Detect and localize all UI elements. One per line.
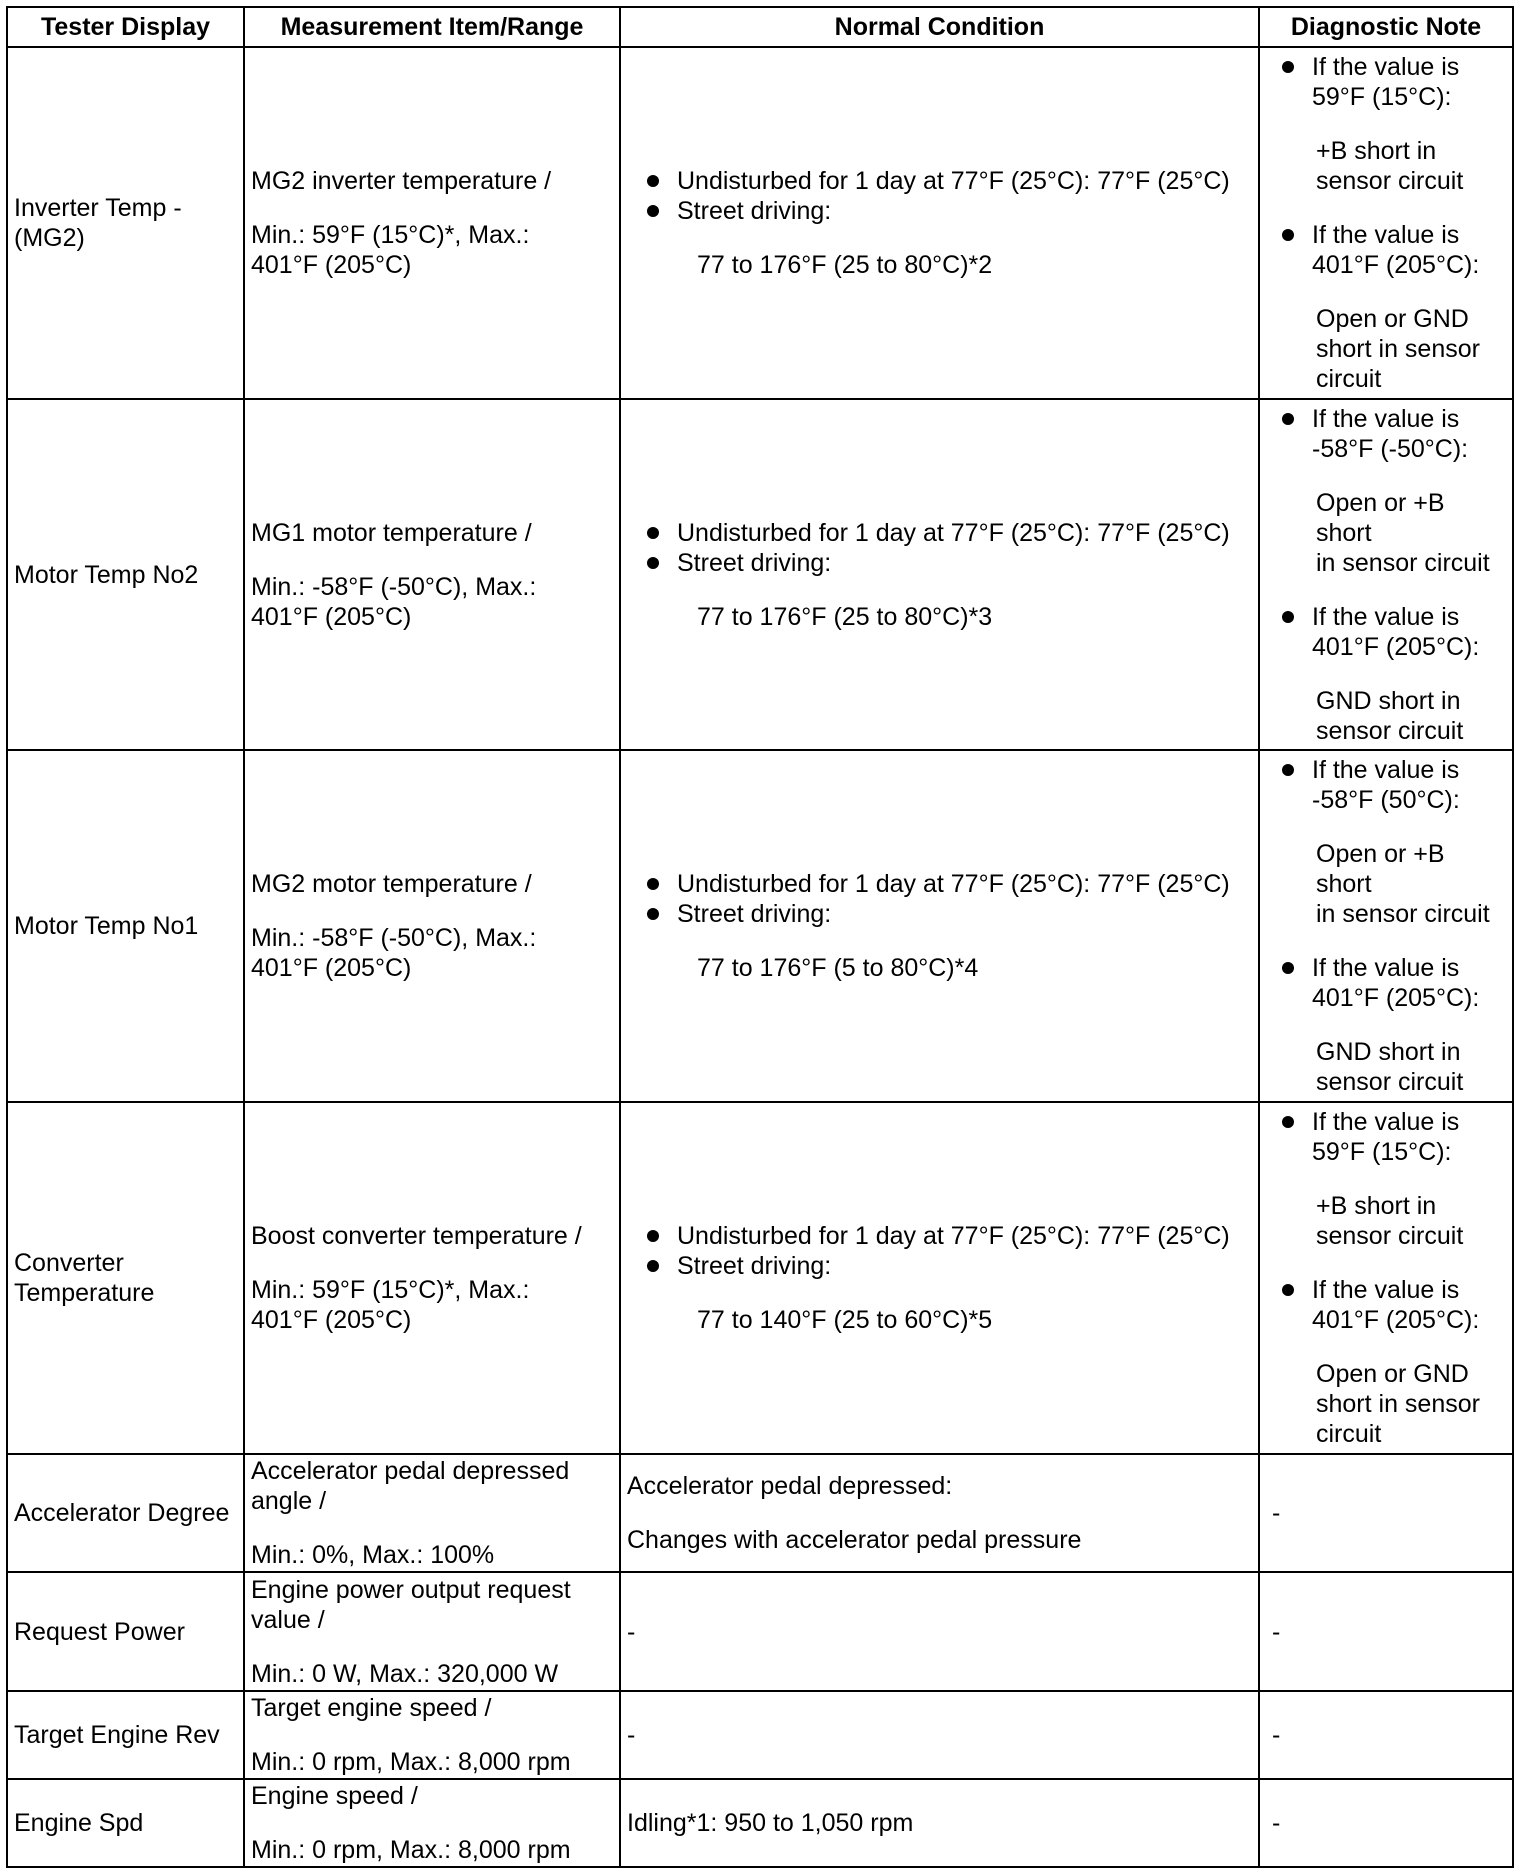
- condition-list: [627, 518, 1252, 632]
- diagnostic-condition-text: If the value is: [1312, 404, 1460, 433]
- condition-text: Street driving:: [677, 548, 832, 577]
- diagnostic-item: [1282, 755, 1504, 815]
- bullet-icon: [1282, 764, 1294, 776]
- diagnostic-result-text: GND short in: [1316, 1038, 1461, 1067]
- paragraph-gap: [627, 1501, 1252, 1525]
- cell-normal-condition: [620, 1691, 1259, 1779]
- condition-item: [647, 899, 1252, 929]
- condition-item: [647, 548, 1252, 578]
- diagnostic-result: [1282, 1037, 1504, 1097]
- table-row: [7, 399, 1513, 751]
- bullet-icon: [647, 878, 659, 890]
- paragraph-gap: [1282, 578, 1504, 602]
- cell-measurement-item: [244, 1102, 620, 1454]
- table-row: [7, 1572, 1513, 1691]
- diagnostic-text: -: [1272, 1721, 1281, 1750]
- diagnostic-text: -: [1272, 1499, 1281, 1528]
- diagnostic-item: [1282, 404, 1504, 464]
- diagnostic-result: [1282, 488, 1504, 578]
- diagnostic-result-text: sensor circuit: [1316, 1068, 1464, 1097]
- diagnostic-list: [1266, 1107, 1506, 1449]
- paragraph-gap: [1282, 464, 1504, 488]
- header-row: [7, 7, 1513, 47]
- header-tester-display: Tester Display: [7, 7, 244, 47]
- diagnostic-condition-text: 401°F (205°C):: [1312, 632, 1480, 661]
- bullet-icon: [1282, 1284, 1294, 1296]
- paragraph-gap: [647, 1281, 1252, 1305]
- diagnostic-condition-text: If the value is: [1312, 1108, 1460, 1137]
- measurement-text: 401°F (205°C): [251, 250, 412, 279]
- diagnostic-condition-text: 401°F (205°C):: [1312, 984, 1480, 1013]
- diagnostic-item: [1282, 220, 1504, 280]
- diagnostic-condition-text: -58°F (-50°C):: [1312, 434, 1469, 463]
- paragraph-gap: [1282, 815, 1504, 839]
- diagnostic-condition: [1312, 1275, 1504, 1335]
- measurement-text: 401°F (205°C): [251, 954, 412, 983]
- diagnostic-result-text: in sensor circuit: [1316, 900, 1490, 929]
- condition-sub-text: 77 to 176°F (25 to 80°C)*2: [697, 250, 993, 279]
- diagnostic-result-text: in sensor circuit: [1316, 548, 1490, 577]
- diagnostic-result-text: short in sensor: [1316, 1390, 1480, 1419]
- tester-display-text: Converter: [14, 1249, 124, 1278]
- condition-list: [627, 1221, 1252, 1335]
- diagnostic-result: [1282, 839, 1504, 929]
- cell-tester-display: [7, 399, 244, 751]
- table-row: [7, 750, 1513, 1102]
- diagnostic-condition-text: If the value is: [1312, 756, 1460, 785]
- cell-diagnostic-note: [1259, 1572, 1513, 1691]
- diagnostic-result-text: circuit: [1316, 364, 1382, 393]
- table-row: [7, 1102, 1513, 1454]
- diagnostic-condition: [1312, 404, 1504, 464]
- diagnostic-result-text: sensor circuit: [1316, 716, 1464, 745]
- cell-tester-display: [7, 47, 244, 399]
- diagnostic-condition: [1312, 1107, 1504, 1167]
- bullet-icon: [647, 1230, 659, 1242]
- cell-normal-condition: [620, 1102, 1259, 1454]
- tester-display-text: Target Engine Rev: [14, 1721, 220, 1750]
- paragraph-gap: [251, 899, 613, 923]
- bullet-icon: [647, 1260, 659, 1272]
- cell-measurement-item: [244, 750, 620, 1102]
- paragraph-gap: [1282, 1013, 1504, 1037]
- diagnostic-list: [1266, 404, 1506, 746]
- condition-item: [647, 518, 1252, 548]
- bullet-icon: [1282, 962, 1294, 974]
- cell-diagnostic-note: [1259, 1691, 1513, 1779]
- bullet-icon: [1282, 61, 1294, 73]
- measurement-text: Min.: -58°F (-50°C), Max.:: [251, 924, 537, 953]
- bullet-icon: [647, 205, 659, 217]
- diagnostic-condition-text: 59°F (15°C):: [1312, 1138, 1452, 1167]
- diagnostic-result: [1282, 1359, 1504, 1449]
- tester-display-text: Motor Temp No2: [14, 560, 199, 589]
- paragraph-gap: [1282, 112, 1504, 136]
- diagnostic-list: [1266, 52, 1506, 394]
- diagnostic-item: [1282, 1275, 1504, 1335]
- cell-diagnostic-note: [1259, 1454, 1513, 1573]
- diagnostic-item: [1282, 52, 1504, 112]
- paragraph-gap: [1282, 196, 1504, 220]
- cell-measurement-item: [244, 47, 620, 399]
- cell-normal-condition: [620, 1572, 1259, 1691]
- table-row: [7, 1691, 1513, 1779]
- paragraph-gap: [251, 1516, 613, 1540]
- paragraph-gap: [647, 929, 1252, 953]
- diagnostic-text: -: [1272, 1808, 1281, 1837]
- tester-display-text: Request Power: [14, 1617, 185, 1646]
- header-normal-condition: Normal Condition: [620, 7, 1259, 47]
- diagnostic-condition-text: If the value is: [1312, 1276, 1460, 1305]
- bullet-icon: [1282, 611, 1294, 623]
- paragraph-gap: [251, 1811, 613, 1835]
- cell-tester-display: [7, 750, 244, 1102]
- diagnostic-result: [1282, 304, 1504, 394]
- measurement-text: Min.: 0 rpm, Max.: 8,000 rpm: [251, 1835, 571, 1864]
- diagnostic-result-text: short in sensor: [1316, 334, 1480, 363]
- diagnostic-result-text: +B short in: [1316, 1192, 1437, 1221]
- diagnostic-condition-text: If the value is: [1312, 954, 1460, 983]
- condition-item: [647, 196, 1252, 226]
- diagnostic-result: [1282, 686, 1504, 746]
- condition-text: Street driving:: [677, 900, 832, 929]
- condition-sub-text: 77 to 140°F (25 to 60°C)*5: [697, 1306, 993, 1335]
- paragraph-gap: [251, 1723, 613, 1747]
- diagnostic-condition: [1312, 755, 1504, 815]
- cell-tester-display: [7, 1779, 244, 1867]
- table-row: [7, 1454, 1513, 1573]
- diagnostic-item: [1282, 953, 1504, 1013]
- measurement-text: value /: [251, 1605, 325, 1634]
- paragraph-gap: [1282, 662, 1504, 686]
- condition-text: Undisturbed for 1 day at 77°F (25°C): 77°F (25°C): [677, 518, 1230, 547]
- measurement-text: angle /: [251, 1487, 327, 1516]
- table-row: [7, 47, 1513, 399]
- cell-normal-condition: [620, 1779, 1259, 1867]
- paragraph-gap: [251, 1251, 613, 1275]
- cell-measurement-item: [244, 1454, 620, 1573]
- diagnostic-item: [1282, 1107, 1504, 1167]
- measurement-text: Engine speed /: [251, 1781, 418, 1810]
- diagnostic-condition: [1312, 953, 1504, 1013]
- cell-measurement-item: [244, 1691, 620, 1779]
- cell-normal-condition: [620, 47, 1259, 399]
- bullet-icon: [1282, 413, 1294, 425]
- cell-diagnostic-note: [1259, 750, 1513, 1102]
- condition-text: -: [627, 1721, 636, 1750]
- diagnostic-result-text: Open or GND: [1316, 1360, 1469, 1389]
- diagnostic-condition: [1312, 220, 1504, 280]
- diagnostic-condition: [1312, 602, 1504, 662]
- bullet-icon: [647, 908, 659, 920]
- condition-text: Street driving:: [677, 196, 832, 225]
- paragraph-gap: [1282, 929, 1504, 953]
- diagnostic-result-text: sensor circuit: [1316, 166, 1464, 195]
- measurement-text: MG1 motor temperature /: [251, 518, 532, 547]
- diagnostic-result-text: sensor circuit: [1316, 1222, 1464, 1251]
- document-page: [6, 6, 1512, 1868]
- diagnostic-condition-text: 59°F (15°C):: [1312, 82, 1452, 111]
- paragraph-gap: [1282, 1251, 1504, 1275]
- condition-text: Changes with accelerator pedal pressure: [627, 1526, 1082, 1555]
- diagnostic-condition-text: 401°F (205°C):: [1312, 250, 1480, 279]
- measurement-text: Engine power output request: [251, 1575, 571, 1604]
- header-diagnostic-note: Diagnostic Note: [1259, 7, 1513, 47]
- condition-text: Street driving:: [677, 1252, 832, 1281]
- tester-display-text: (MG2): [14, 223, 85, 252]
- header-measurement-item: Measurement Item/Range: [244, 7, 620, 47]
- cell-measurement-item: [244, 1572, 620, 1691]
- condition-text: Undisturbed for 1 day at 77°F (25°C): 77°F (25°C): [677, 870, 1230, 899]
- condition-text: Accelerator pedal depressed:: [627, 1472, 953, 1501]
- diagnostic-condition-text: 401°F (205°C):: [1312, 1306, 1480, 1335]
- diagnostic-result-text: circuit: [1316, 1420, 1382, 1449]
- diagnostic-result-text: +B short in: [1316, 136, 1437, 165]
- diagnostic-result-text: GND short in: [1316, 686, 1461, 715]
- condition-text: Undisturbed for 1 day at 77°F (25°C): 77°F (25°C): [677, 1222, 1230, 1251]
- paragraph-gap: [1282, 280, 1504, 304]
- measurement-text: 401°F (205°C): [251, 1306, 412, 1335]
- diagnostic-result-text: Open or +B short: [1316, 488, 1445, 547]
- tester-display-text: Temperature: [14, 1279, 155, 1308]
- measurement-text: Min.: 59°F (15°C)*, Max.:: [251, 1276, 530, 1305]
- condition-text: Idling*1: 950 to 1,050 rpm: [627, 1808, 914, 1837]
- measurement-text: Target engine speed /: [251, 1694, 492, 1723]
- cell-measurement-item: [244, 1779, 620, 1867]
- paragraph-gap: [251, 196, 613, 220]
- condition-text: Undisturbed for 1 day at 77°F (25°C): 77°F (25°C): [677, 166, 1230, 195]
- paragraph-gap: [1282, 1167, 1504, 1191]
- cell-diagnostic-note: [1259, 1779, 1513, 1867]
- bullet-icon: [1282, 1116, 1294, 1128]
- measurement-text: 401°F (205°C): [251, 602, 412, 631]
- tester-display-text: Accelerator Degree: [14, 1499, 230, 1528]
- table-body: [7, 47, 1513, 1867]
- diagnostic-result-text: Open or +B short: [1316, 840, 1445, 899]
- cell-normal-condition: [620, 399, 1259, 751]
- bullet-icon: [1282, 229, 1294, 241]
- paragraph-gap: [1282, 1335, 1504, 1359]
- cell-tester-display: [7, 1102, 244, 1454]
- tester-display-text: Inverter Temp -: [14, 193, 182, 222]
- bullet-icon: [647, 175, 659, 187]
- cell-diagnostic-note: [1259, 47, 1513, 399]
- condition-list: [627, 869, 1252, 983]
- paragraph-gap: [647, 226, 1252, 250]
- condition-sub-text: 77 to 176°F (5 to 80°C)*4: [697, 954, 979, 983]
- cell-diagnostic-note: [1259, 399, 1513, 751]
- cell-normal-condition: [620, 1454, 1259, 1573]
- bullet-icon: [647, 557, 659, 569]
- table-row: [7, 1779, 1513, 1867]
- diagnostic-condition-text: If the value is: [1312, 52, 1460, 81]
- diagnostic-list: [1266, 755, 1506, 1097]
- cell-normal-condition: [620, 750, 1259, 1102]
- cell-measurement-item: [244, 399, 620, 751]
- diagnostic-condition-text: -58°F (50°C):: [1312, 786, 1460, 815]
- cell-tester-display: [7, 1454, 244, 1573]
- measurement-text: Min.: -58°F (-50°C), Max.:: [251, 572, 537, 601]
- measurement-text: Accelerator pedal depressed: [251, 1457, 570, 1486]
- tester-display-text: Engine Spd: [14, 1808, 144, 1837]
- diagnostic-condition-text: If the value is: [1312, 220, 1460, 249]
- paragraph-gap: [647, 578, 1252, 602]
- cell-diagnostic-note: [1259, 1102, 1513, 1454]
- condition-sub-text: 77 to 176°F (25 to 80°C)*3: [697, 602, 993, 631]
- measurement-text: Min.: 0 W, Max.: 320,000 W: [251, 1659, 559, 1688]
- diagnostic-result: [1282, 1191, 1504, 1251]
- cell-tester-display: [7, 1572, 244, 1691]
- bullet-icon: [647, 527, 659, 539]
- condition-list: [627, 166, 1252, 280]
- measurement-text: Min.: 59°F (15°C)*, Max.:: [251, 220, 530, 249]
- tester-display-text: Motor Temp No1: [14, 912, 199, 941]
- condition-item: [647, 166, 1252, 196]
- diagnostic-condition: [1312, 52, 1504, 112]
- diagnostic-result-text: Open or GND: [1316, 304, 1469, 333]
- paragraph-gap: [251, 548, 613, 572]
- measurement-text: MG2 inverter temperature /: [251, 166, 552, 195]
- measurement-text: Min.: 0%, Max.: 100%: [251, 1541, 495, 1570]
- diagnostic-item: [1282, 602, 1504, 662]
- data-list-table: [6, 6, 1514, 1868]
- condition-text: -: [627, 1617, 636, 1646]
- measurement-text: Boost converter temperature /: [251, 1222, 582, 1251]
- diagnostic-condition-text: If the value is: [1312, 602, 1460, 631]
- diagnostic-result: [1282, 136, 1504, 196]
- measurement-text: MG2 motor temperature /: [251, 870, 532, 899]
- cell-tester-display: [7, 1691, 244, 1779]
- condition-item: [647, 1251, 1252, 1281]
- condition-item: [647, 869, 1252, 899]
- measurement-text: Min.: 0 rpm, Max.: 8,000 rpm: [251, 1748, 571, 1777]
- diagnostic-text: -: [1272, 1617, 1281, 1646]
- paragraph-gap: [251, 1635, 613, 1659]
- condition-item: [647, 1221, 1252, 1251]
